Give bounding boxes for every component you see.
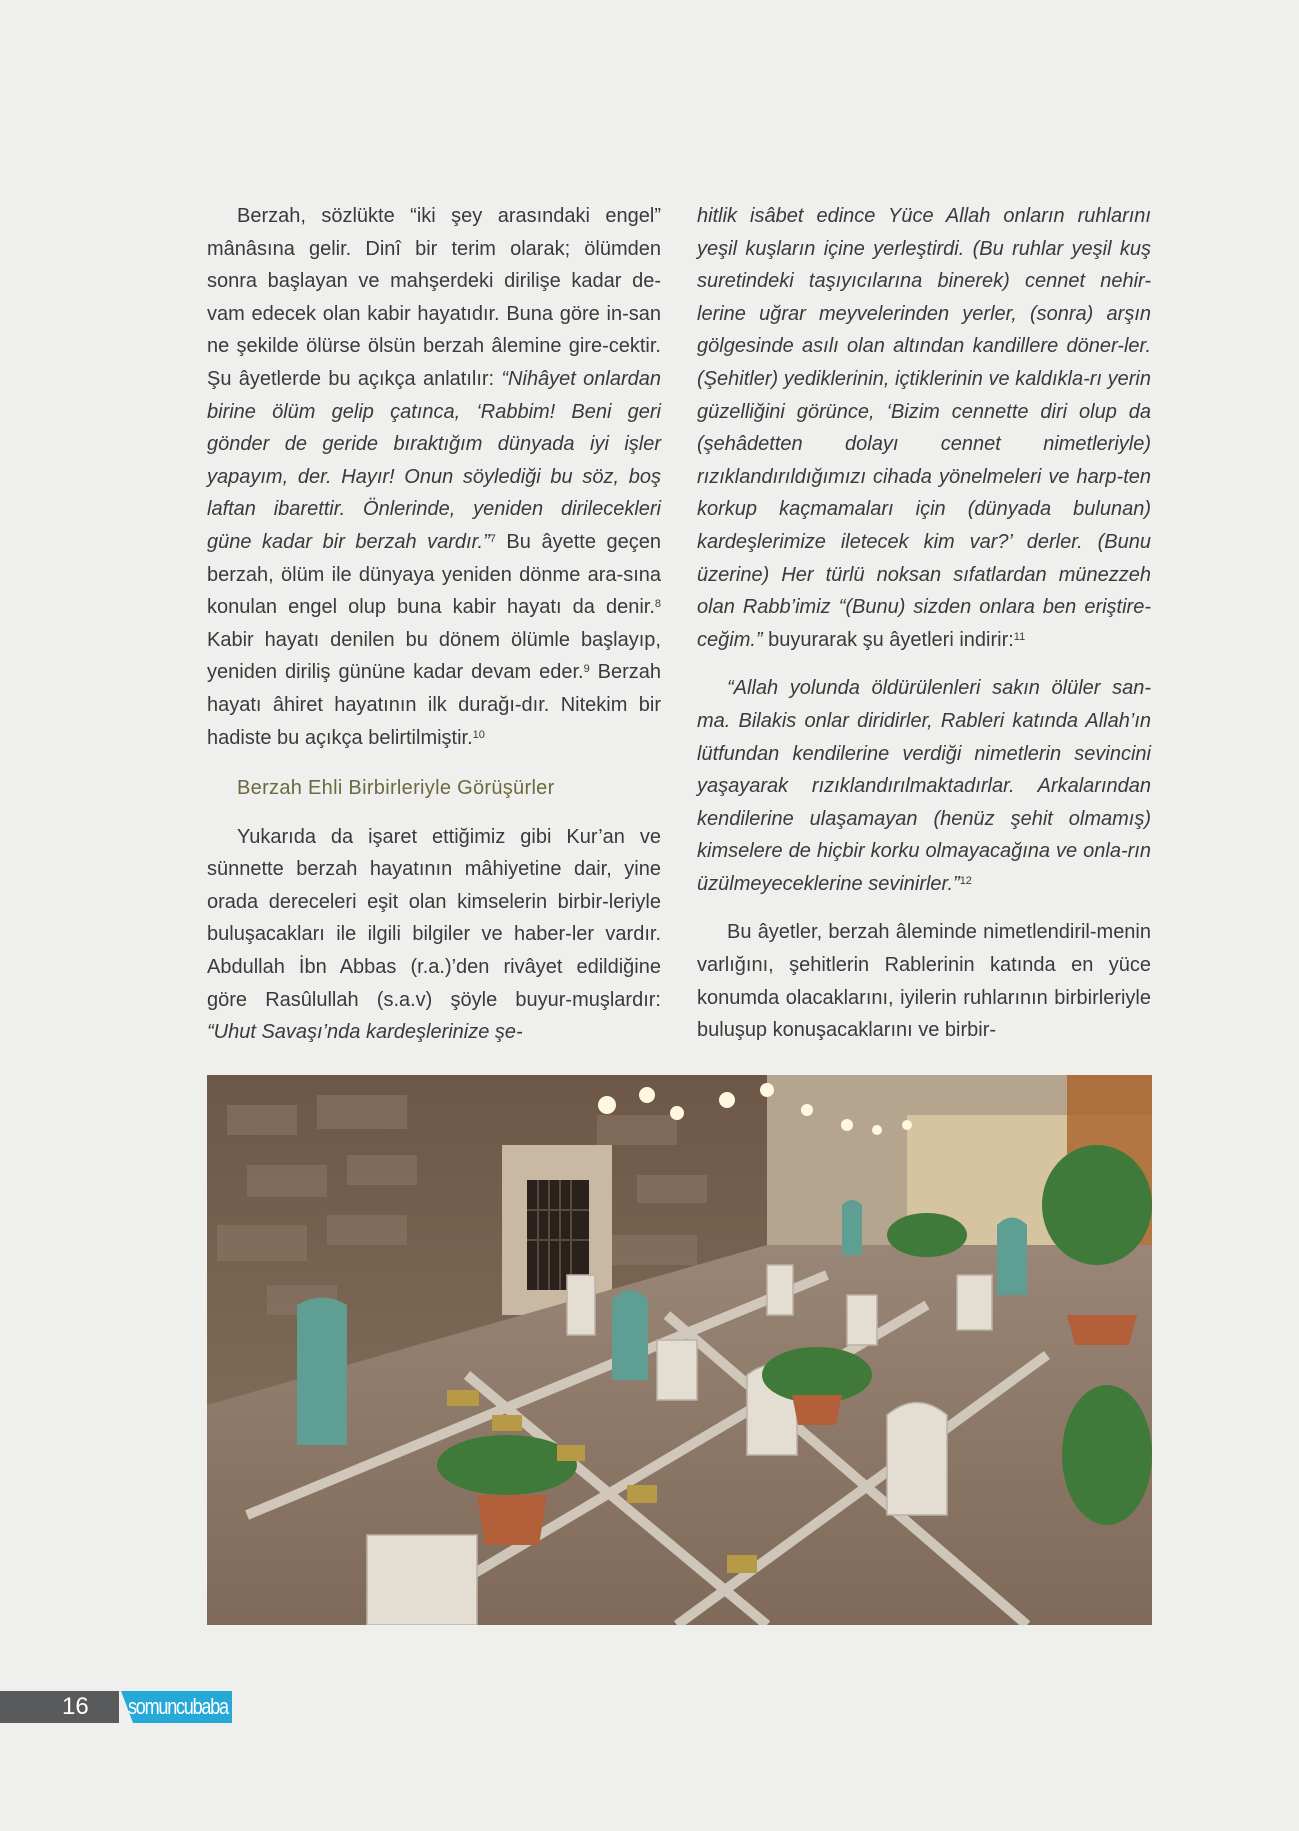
text-span: Bu âyetler, berzah âleminde nimetlendiril-menin varlığını, şehitlerin Rablerinin katında en yüce konumda olacaklarını, iyilerin ruhlarının birbirleriyle buluşup konuşacaklarını ve birbir- xyxy=(697,921,1151,1042)
text-span: Bu âyette geçen berzah, ölüm ile dünyaya yeniden dönme ara-sına konulan engel olup buna kabir hayatı da denir. xyxy=(207,530,661,619)
right-column xyxy=(697,200,1151,1047)
paragraph xyxy=(697,200,1151,656)
footnote-ref: 9 xyxy=(583,663,590,676)
footnote-ref: 11 xyxy=(1013,630,1026,643)
text-span: buyurarak şu âyetleri indirir: xyxy=(762,628,1014,651)
text-span: Berzah, sözlükte “iki şey arasındaki engel” mânâsına gelir. Dinî bir terim olarak; ölümden sonra başlayan ve mahşerdeki dirilişe kadar de-vam edecek olan kabir hayatıdır. Buna göre in-san ne şekilde ölürse ölsün berzah âlemine gire-cektir. Şu âyetlerde bu açıkça anlatılır: xyxy=(207,205,661,390)
footnote-ref: 7 xyxy=(489,532,496,545)
paragraph xyxy=(207,821,661,1049)
paragraph xyxy=(207,200,661,754)
text-span: Berzah hayatı âhiret hayatının ilk durağı-dır. Nitekim bir hadiste bu açıkça belirtilmiştir. xyxy=(207,661,661,749)
quote: “Allah yolunda öldürülenleri sakın ölüler san-ma. Bilakis onlar diridirler, Rableri katında Allah’ın lütfundan kendilerine verdiği nimetlerin sevincini yaşayarak rızıklandırılmaktadırlar. Arkalarından kendilerine ulaşamayan (henüz şehit olmamış) kimselere de hiçbir korku olmayacağına ve onla-rın üzülmeyeceklerine sevinirler.” xyxy=(697,677,1151,895)
section-heading: Berzah Ehli Birbirleriyle Görüşürler xyxy=(237,777,555,800)
paragraph xyxy=(697,916,1151,1046)
brand-logo: somuncubaba xyxy=(128,1694,228,1719)
text-span: Yukarıda da işaret ettiğimiz gibi Kur’an ve sünnette berzah hayatının mâhiyetine dair, yine orada dereceleri eşit olan kimselerin birbir-leriyle buluşacakları ile ilgili bilgiler ve haber-ler vardır. Abdullah İbn Abbas (r.a.)’den rivâyet edildiğine göre Rasûlullah (s.a.v) şöyle buyur-muşlardır: xyxy=(207,825,661,1011)
quote: hitlik isâbet edince Yüce Allah onların ruhlarını yeşil kuşların içine yerleştirdi. (Bu ruhlar yeşil kuş suretindeki taşıyıcılarına binerek) cennet nehir-lerine uğrar meyvelerinden yerler, (sonra) arşın gölgesinde asılı olan altından kandillere döner-ler. (Şehitler) yediklerinin, içtiklerinin ve kaldıkla-rı yerin güzelliğini görünce, ‘Bizim cennette diri olup da (şehâdetten dolayı cennet nimetleriyle) rızıklandırıldığımızı cihada yönelmeleri ve harp-ten korkup kaçmamaları için (dünyada bulunan) kardeşlerimize iletecek kim var?’ derler. (Bunu üzerine) Her türlü noksan sıfatlardan münezzeh olan Rabb’imiz “(Bunu) sizden onlara ben eriştire-ceğim.” xyxy=(697,205,1151,651)
quote: “Uhut Savaşı’nda kardeşlerinize şe- xyxy=(207,1021,523,1044)
quote: “Nihâyet onlardan birine ölüm gelip çatınca, ‘Rabbim! Beni geri gönder de geride bıraktığım dünyada iyi işler yapayım, der. Hayır! Onun söylediği bu söz, boş laftan ibarettir. Önlerinde, yeniden dirilecekleri güne kadar bir berzah vardır.” xyxy=(207,367,661,553)
footnote-ref: 8 xyxy=(654,598,661,611)
footnote-ref: 12 xyxy=(959,874,972,887)
page-number-bar xyxy=(0,1691,119,1723)
left-column xyxy=(207,200,661,1049)
footnote-ref: 10 xyxy=(472,728,485,741)
text-span: Kabir hayatı denilen bu dönem ölümle başlayıp, yeniden diriliş gününe kadar devam eder. xyxy=(207,628,661,684)
cemetery-photo xyxy=(207,1075,1152,1625)
photo-illustration xyxy=(207,1075,1152,1625)
page-number: 16 xyxy=(62,1693,89,1720)
paragraph xyxy=(697,672,1151,900)
